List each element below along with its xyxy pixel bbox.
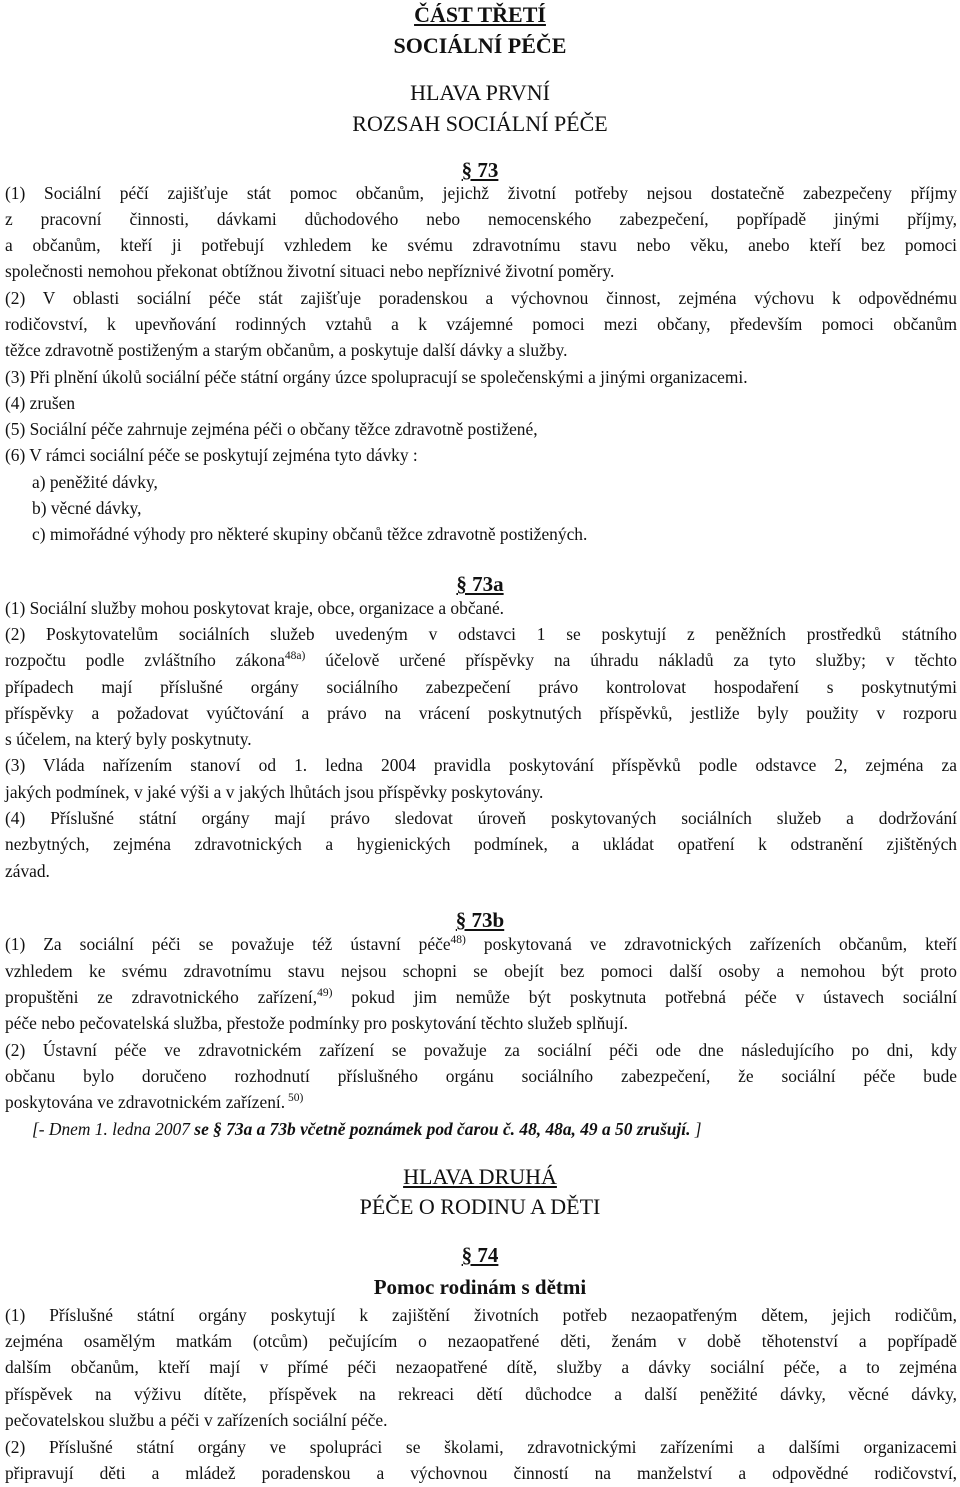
s74-p1-line: dalším občanům, kteří mají v přímé péči nezaopatřené dítě, služby a dávky sociální péče, a to zejména [5, 1357, 957, 1377]
s73b-p1-line [5, 986, 957, 1011]
section-73b-title: § 73b [455, 908, 505, 932]
chapter-2-subtitle: PÉČE O RODINU A DĚTI [359, 1194, 601, 1219]
s73a-p2-line: příspěvky a požadovat vyúčtování a právo na vrácení poskytnutých příspěvků, jestliže byly použity v rozporu [5, 703, 957, 723]
s73-p2-line: rodičovství, k upevňování rodinných vztahů a k vzájemné pomoci mezi občany, především pomoci občanům [5, 314, 957, 334]
s73-p6: (6) V rámci sociální péče se poskytují zejména tyto dávky : [5, 445, 418, 465]
s73b-p1-line: péče nebo pečovatelská služba, přestože podmínky pro poskytování těchto služeb splňují. [5, 1013, 628, 1033]
s73a-p4-line: nezbytných, zejména zdravotnických a hygienických podmínek, a ukládat opatření k odstranění zjištěných [5, 834, 957, 854]
repeal-note-text: [- Dnem 1. ledna 2007 [32, 1119, 195, 1139]
s73-p2-line: (2) V oblasti sociální péče stát zajišťuje poradenskou a výchovnou činnost, zejména výchovu k odpovědnému [5, 288, 957, 308]
section-74-title: § 74 [461, 1243, 499, 1267]
s73a-p4-line: (4) Příslušné státní orgány mají právo sledovat úroveň poskytovaných sociálních služeb a dodržování [5, 808, 957, 828]
part-title: ČÁST TŘETÍ [414, 2, 546, 27]
chapter-1-subtitle: ROZSAH SOCIÁLNÍ PÉČE [352, 111, 608, 136]
s73b-p2-text: poskytována ve zdravotnickém zařízení. [5, 1092, 286, 1112]
s73-p1-line: z pracovní činnosti, dávkami důchodového nebo nemocenského zabezpečení, popřípadě jinými příjmy, [5, 209, 957, 229]
repeal-note [32, 1118, 952, 1140]
repeal-note-end: ] [690, 1119, 702, 1139]
part-subtitle: SOCIÁLNÍ PÉČE [393, 33, 567, 58]
s73a-p3-line: (3) Vláda nařízením stanoví od 1. ledna 2004 pravidla poskytování příspěvků podle odstavce 2, zejména za [5, 755, 957, 775]
s73a-p2-line: (2) Poskytovatelům sociálních služeb uvedeným v odstavci 1 se poskytují z peněžních prostředků státního [5, 624, 957, 644]
section-73a-title: § 73a [456, 572, 504, 596]
s73b-p1-text: (1) Za sociální péči se považuje též ústavní péče [5, 934, 451, 954]
s73-p1-line: (1) Sociální péčí zajišťuje stát pomoc občanům, jejichž životní potřeby nejsou dostatečně zabezpečeny příjmy [5, 183, 957, 203]
s74-p2-line: připravují děti a mládež poradenskou a výchovnou činností na manželství a odpovědné rodičovství, [5, 1463, 957, 1483]
repeal-note-bold: se § 73a a 73b včetně poznámek pod čarou č. 48, 48a, 49 a 50 zrušují. [194, 1119, 691, 1139]
s73a-p2-text: rozpočtu podle zvláštního zákona [5, 650, 285, 670]
s73a-p2-line [5, 649, 957, 674]
s73b-p1-line [5, 933, 957, 958]
chapter-1-title: HLAVA PRVNÍ [410, 80, 550, 105]
chapter-2-title: HLAVA DRUHÁ [403, 1164, 557, 1189]
s73b-p1-text: pokud jim nemůže být poskytnuta potřebná péče v ústavech sociální [332, 987, 957, 1007]
s74-p2-line: (2) Příslušné státní orgány ve spolupráci se školami, zdravotnickými zařízeními a dalšími organizacemi [5, 1437, 957, 1457]
section-74-heading: Pomoc rodinám s dětmi [373, 1275, 587, 1299]
s73b-p2-line: občanu bylo doručeno rozhodnutí příslušného orgánu sociálního zabezpečení, že sociální péče bude [5, 1066, 957, 1086]
footnote-ref-48: 48) [450, 934, 466, 946]
s73b-p1-text: propuštěni ze zdravotnického zařízení, [5, 987, 318, 1007]
section-73-title: § 73 [461, 158, 499, 182]
s73a-p2-line: s účelem, na který byly poskytnuty. [5, 729, 252, 749]
s73a-p1: (1) Sociální služby mohou poskytovat kraje, obce, organizace a občané. [5, 598, 505, 618]
footnote-ref-50: 50) [285, 1092, 304, 1104]
s73b-p2-line [5, 1091, 957, 1116]
s73-p3: (3) Při plnění úkolů sociální péče státní orgány úzce spolupracují se společenskými a jinými organizacemi. [5, 367, 748, 387]
s73a-p3-line: jakých podmínek, v jaké výši a v jakých lhůtách jsou příspěvky poskytovány. [5, 782, 544, 802]
s73b-p2-line: (2) Ústavní péče ve zdravotnickém zařízení se považuje za sociální péči ode dne následujícího po dni, kdy [5, 1040, 957, 1060]
s74-p1-line: zejména osamělým matkám (otcům) pečujícím o nezaopatřené děti, ženám v době těhotenství a popřípadě [5, 1331, 957, 1351]
s74-p1-line: příspěvek na výživu dítěte, příspěvek na rekreaci dětí důchodce a další peněžité dávky, věcné dávky, [5, 1384, 957, 1404]
s73-p1-line: a občanům, kteří ji potřebují vzhledem ke svému zdravotnímu stavu nebo věku, anebo kteří bez pomoci [5, 235, 957, 255]
footnote-ref-48a: 48a) [284, 650, 306, 662]
s73-item-a: a) peněžité dávky, [32, 472, 158, 492]
s73-item-b: b) věcné dávky, [32, 498, 142, 518]
s73a-p2-text: účelově určené příspěvky na úhradu nákladů za tyto služby; v těchto [305, 650, 957, 670]
footnote-ref-49: 49) [317, 987, 333, 999]
s73a-p4-line: závad. [5, 861, 50, 881]
s73-p2-line: těžce zdravotně postiženým a starým občanům, a poskytuje další dávky a služby. [5, 340, 568, 360]
s73-p5: (5) Sociální péče zahrnuje zejména péči o občany těžce zdravotně postižené, [5, 419, 538, 439]
s73b-p1-text: poskytovaná ve zdravotnických zařízeních občanům, kteří [465, 934, 957, 954]
s74-p1-line: pečovatelskou službu a péči v zařízeních sociální péče. [5, 1410, 388, 1430]
s73-p4: (4) zrušen [5, 393, 76, 413]
s73-p1-line: společnosti nemohou překonat obtížnou životní situaci nebo nepříznivé životní poměry. [5, 261, 615, 281]
s73-item-c: c) mimořádné výhody pro některé skupiny občanů těžce zdravotně postižených. [32, 524, 588, 544]
s73a-p2-line: případech mají příslušné orgány sociálního zabezpečení právo kontrolovat hospodaření s poskytnutými [5, 677, 957, 697]
s73b-p1-line: vzhledem ke svému zdravotnímu stavu nejsou schopni se obejít bez pomoci další osoby a nemohou být proto [5, 961, 957, 981]
s74-p1-line: (1) Příslušné státní orgány poskytují k zajištění životních potřeb nezaopatřeným dětem, jejich rodičům, [5, 1305, 957, 1325]
